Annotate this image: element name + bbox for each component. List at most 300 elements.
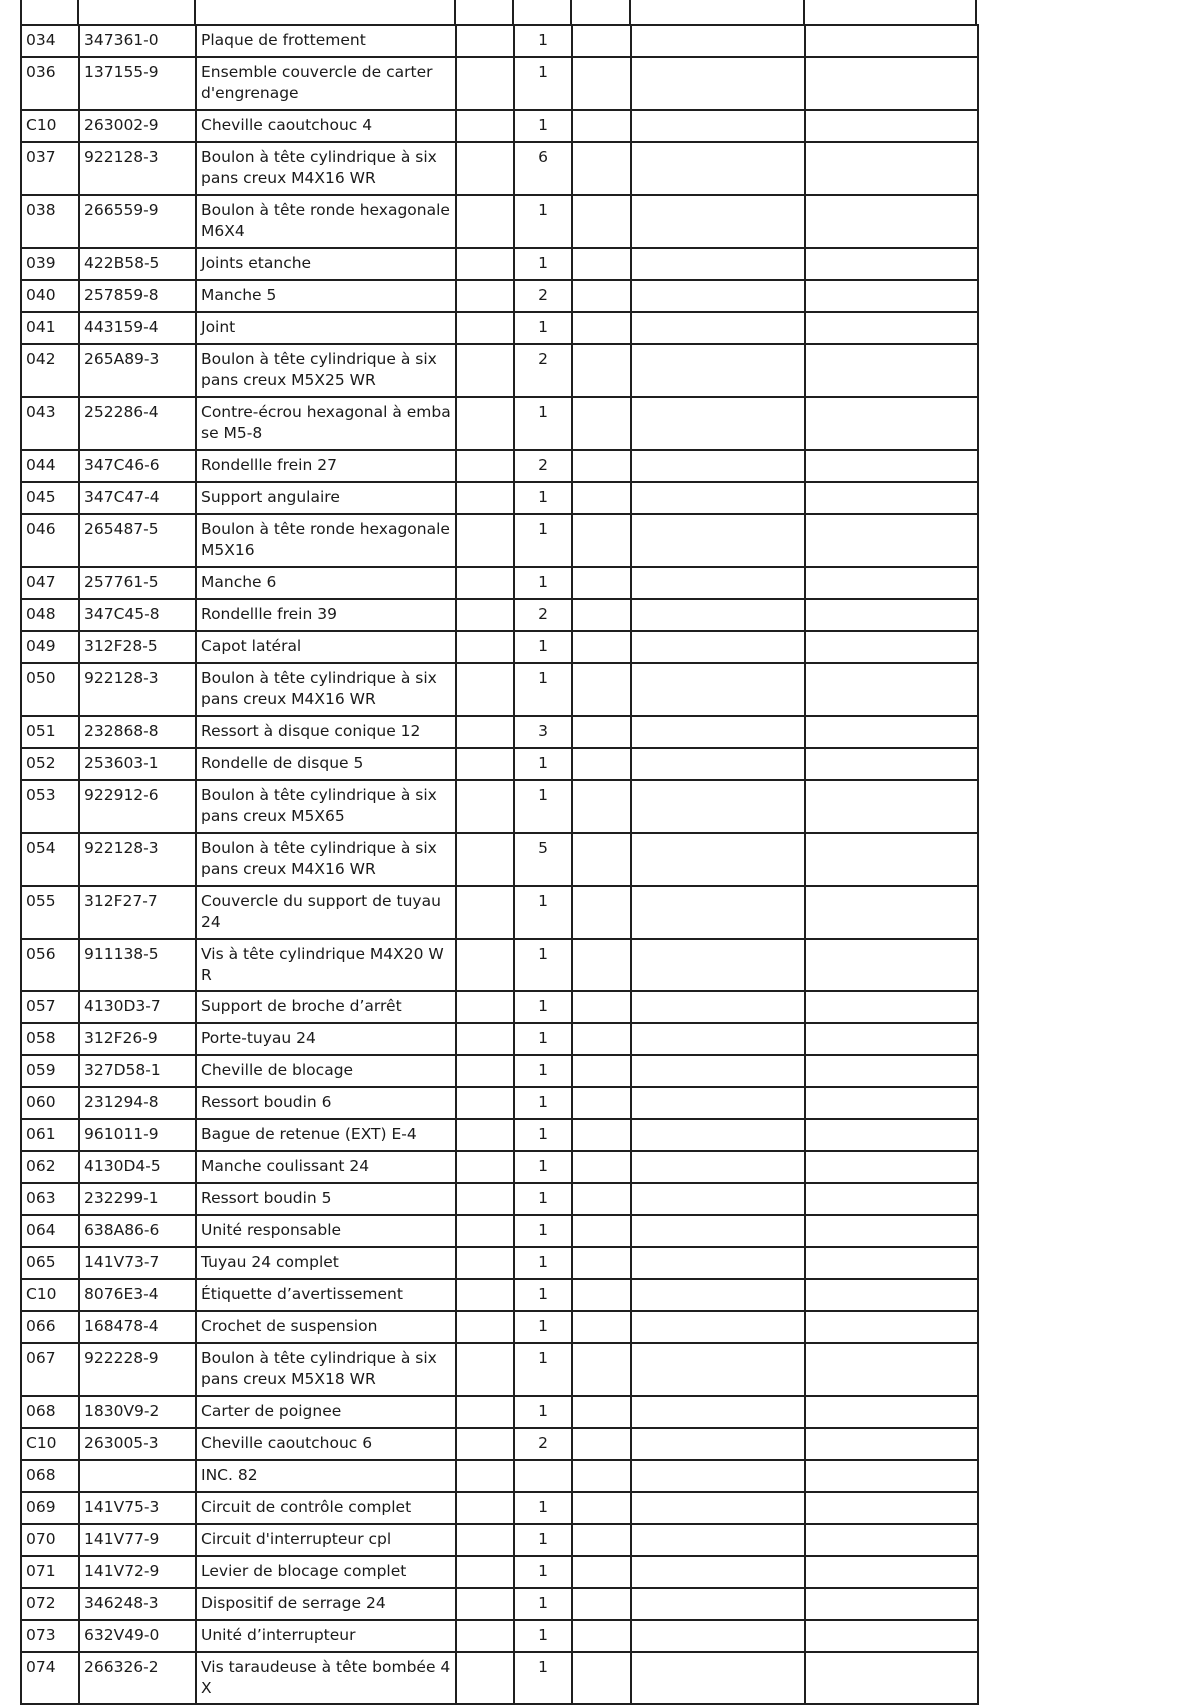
empty-cell <box>631 567 805 599</box>
empty-cell <box>631 450 805 482</box>
empty-cell <box>631 25 805 57</box>
part-number-cell: 232299-1 <box>79 1183 196 1215</box>
empty-cell <box>805 1428 978 1460</box>
part-description-cell: Circuit d'interrupteur cpl <box>196 1524 456 1556</box>
empty-cell <box>456 1183 514 1215</box>
part-number-cell: 141V75-3 <box>79 1492 196 1524</box>
empty-cell <box>572 886 631 939</box>
part-number-cell: 253603-1 <box>79 748 196 780</box>
item-number-cell: 045 <box>21 482 79 514</box>
empty-cell <box>631 1023 805 1055</box>
part-number-cell: 266326-2 <box>79 1652 196 1704</box>
empty-cell <box>456 716 514 748</box>
empty-cell <box>572 1151 631 1183</box>
part-number-cell: 922912-6 <box>79 780 196 833</box>
table-row <box>21 663 978 716</box>
empty-cell <box>456 482 514 514</box>
part-number-cell: 4130D4-5 <box>79 1151 196 1183</box>
table-row <box>21 1119 978 1151</box>
empty-cell <box>805 1460 978 1492</box>
item-number-cell: C10 <box>21 110 79 142</box>
item-number-cell: 049 <box>21 631 79 663</box>
table-row <box>21 57 978 110</box>
part-number-cell: 922128-3 <box>79 833 196 886</box>
quantity-cell: 2 <box>514 280 572 312</box>
empty-cell <box>631 142 805 195</box>
quantity-cell: 1 <box>514 57 572 110</box>
empty-cell <box>805 25 978 57</box>
empty-cell <box>572 280 631 312</box>
item-number-cell: 036 <box>21 57 79 110</box>
part-description-cell: Cheville caoutchouc 4 <box>196 110 456 142</box>
empty-cell <box>456 248 514 280</box>
part-description-cell: Carter de poignee <box>196 1396 456 1428</box>
empty-cell <box>456 1492 514 1524</box>
empty-cell <box>631 748 805 780</box>
item-number-cell: 037 <box>21 142 79 195</box>
item-number-cell: 042 <box>21 344 79 397</box>
part-number-cell <box>79 1460 196 1492</box>
table-row <box>21 748 978 780</box>
empty-cell <box>572 1556 631 1588</box>
part-description-cell: Unité responsable <box>196 1215 456 1247</box>
empty-cell <box>456 280 514 312</box>
empty-cell <box>572 248 631 280</box>
empty-cell <box>456 1396 514 1428</box>
item-number-cell: 068 <box>21 1460 79 1492</box>
empty-cell <box>456 450 514 482</box>
part-number-cell: 327D58-1 <box>79 1055 196 1087</box>
empty-cell <box>572 1311 631 1343</box>
empty-cell <box>805 1524 978 1556</box>
table-row <box>21 344 978 397</box>
item-number-cell: 053 <box>21 780 79 833</box>
empty-cell <box>631 1087 805 1119</box>
part-description-cell: Vis taraudeuse à tête bombée 4X <box>196 1652 456 1704</box>
empty-cell <box>456 991 514 1023</box>
table-row <box>21 939 978 991</box>
part-number-cell: 422B58-5 <box>79 248 196 280</box>
quantity-cell: 5 <box>514 833 572 886</box>
part-description-cell: Contre-écrou hexagonal à embase M5-8 <box>196 397 456 450</box>
item-number-cell: 051 <box>21 716 79 748</box>
item-number-cell: 056 <box>21 939 79 991</box>
empty-cell <box>805 1055 978 1087</box>
quantity-cell: 1 <box>514 1492 572 1524</box>
empty-cell <box>456 631 514 663</box>
part-description-cell: Crochet de suspension <box>196 1311 456 1343</box>
empty-cell <box>805 1151 978 1183</box>
item-number-cell: 064 <box>21 1215 79 1247</box>
table-row <box>21 1311 978 1343</box>
quantity-cell: 1 <box>514 663 572 716</box>
quantity-cell: 2 <box>514 599 572 631</box>
empty-cell <box>456 599 514 631</box>
item-number-cell: 074 <box>21 1652 79 1704</box>
empty-cell <box>805 312 978 344</box>
empty-cell <box>456 25 514 57</box>
quantity-cell: 1 <box>514 482 572 514</box>
empty-cell <box>805 1247 978 1279</box>
empty-cell <box>572 1492 631 1524</box>
empty-cell <box>456 1620 514 1652</box>
item-number-cell: 066 <box>21 1311 79 1343</box>
empty-cell <box>572 833 631 886</box>
quantity-cell: 1 <box>514 1119 572 1151</box>
part-description-cell: Dispositif de serrage 24 <box>196 1588 456 1620</box>
empty-cell <box>456 886 514 939</box>
empty-cell <box>456 1311 514 1343</box>
part-number-cell: 257761-5 <box>79 567 196 599</box>
empty-cell <box>572 1396 631 1428</box>
empty-cell <box>805 599 978 631</box>
empty-cell <box>805 1556 978 1588</box>
quantity-cell: 1 <box>514 248 572 280</box>
part-description-cell: Couvercle du support de tuyau 24 <box>196 886 456 939</box>
empty-cell <box>456 1215 514 1247</box>
empty-cell <box>572 1119 631 1151</box>
empty-cell <box>805 1396 978 1428</box>
empty-cell <box>805 833 978 886</box>
part-description-cell: Support angulaire <box>196 482 456 514</box>
table-row <box>21 1524 978 1556</box>
empty-cell <box>572 663 631 716</box>
part-description-cell: Cheville de blocage <box>196 1055 456 1087</box>
empty-cell <box>572 1652 631 1704</box>
item-number-cell: 070 <box>21 1524 79 1556</box>
empty-cell <box>456 1023 514 1055</box>
part-description-cell: Manche 6 <box>196 567 456 599</box>
empty-cell <box>631 1556 805 1588</box>
empty-cell <box>572 1460 631 1492</box>
part-number-cell: 265A89-3 <box>79 344 196 397</box>
empty-cell <box>456 1087 514 1119</box>
table-row <box>21 1023 978 1055</box>
empty-cell <box>631 1428 805 1460</box>
part-description-cell: Boulon à tête cylindrique à six pans creux M4X16 WR <box>196 833 456 886</box>
empty-cell <box>456 1588 514 1620</box>
quantity-cell: 1 <box>514 939 572 991</box>
empty-cell <box>572 514 631 567</box>
empty-cell <box>631 1652 805 1704</box>
item-number-cell: 043 <box>21 397 79 450</box>
quantity-cell: 1 <box>514 1343 572 1396</box>
empty-cell <box>572 57 631 110</box>
quantity-cell: 1 <box>514 1652 572 1704</box>
empty-cell <box>456 195 514 248</box>
empty-cell <box>805 1023 978 1055</box>
item-number-cell: 047 <box>21 567 79 599</box>
empty-cell <box>456 1524 514 1556</box>
empty-cell <box>572 344 631 397</box>
empty-cell <box>631 599 805 631</box>
table-row <box>21 1652 978 1704</box>
quantity-cell: 1 <box>514 1620 572 1652</box>
empty-cell <box>805 631 978 663</box>
quantity-cell: 1 <box>514 110 572 142</box>
part-description-cell: Boulon à tête ronde hexagonale M6X4 <box>196 195 456 248</box>
empty-cell <box>805 663 978 716</box>
empty-cell <box>456 397 514 450</box>
empty-cell <box>572 450 631 482</box>
part-description-cell: Rondellle frein 39 <box>196 599 456 631</box>
empty-cell <box>631 991 805 1023</box>
part-number-cell: 141V73-7 <box>79 1247 196 1279</box>
empty-cell <box>456 1055 514 1087</box>
empty-cell <box>805 780 978 833</box>
part-number-cell: 312F27-7 <box>79 886 196 939</box>
empty-cell <box>456 1279 514 1311</box>
table-row <box>21 1087 978 1119</box>
quantity-cell: 1 <box>514 1588 572 1620</box>
empty-cell <box>631 1460 805 1492</box>
quantity-cell: 1 <box>514 1055 572 1087</box>
item-number-cell: C10 <box>21 1279 79 1311</box>
item-number-cell: 050 <box>21 663 79 716</box>
item-number-cell: C10 <box>21 1428 79 1460</box>
empty-cell <box>456 1247 514 1279</box>
item-number-cell: 040 <box>21 280 79 312</box>
empty-cell <box>456 344 514 397</box>
quantity-cell <box>514 1460 572 1492</box>
part-number-cell: 312F28-5 <box>79 631 196 663</box>
table-row <box>21 25 978 57</box>
part-description-cell: INC. 82 <box>196 1460 456 1492</box>
quantity-cell: 6 <box>514 142 572 195</box>
table-row <box>21 514 978 567</box>
empty-cell <box>456 780 514 833</box>
empty-cell <box>631 110 805 142</box>
quantity-cell: 1 <box>514 1087 572 1119</box>
quantity-cell: 1 <box>514 1023 572 1055</box>
part-description-cell: Boulon à tête cylindrique à six pans creux M4X16 WR <box>196 663 456 716</box>
item-number-cell: 039 <box>21 248 79 280</box>
quantity-cell: 1 <box>514 195 572 248</box>
empty-cell <box>572 1215 631 1247</box>
empty-cell <box>456 748 514 780</box>
part-number-cell: 141V77-9 <box>79 1524 196 1556</box>
part-description-cell: Boulon à tête cylindrique à six pans creux M4X16 WR <box>196 142 456 195</box>
empty-cell <box>631 482 805 514</box>
table-row <box>21 397 978 450</box>
table-row <box>21 280 978 312</box>
part-number-cell: 347C46-6 <box>79 450 196 482</box>
part-number-cell: 346248-3 <box>79 1588 196 1620</box>
table-row <box>21 1055 978 1087</box>
part-description-cell: Boulon à tête cylindrique à six pans creux M5X65 <box>196 780 456 833</box>
empty-cell <box>805 1343 978 1396</box>
empty-cell <box>456 939 514 991</box>
empty-cell <box>631 1311 805 1343</box>
quantity-cell: 1 <box>514 1311 572 1343</box>
quantity-cell: 2 <box>514 450 572 482</box>
empty-cell <box>572 25 631 57</box>
table-row <box>21 1183 978 1215</box>
part-number-cell: 231294-8 <box>79 1087 196 1119</box>
quantity-cell: 1 <box>514 780 572 833</box>
empty-cell <box>456 1652 514 1704</box>
empty-cell <box>631 939 805 991</box>
empty-cell <box>572 780 631 833</box>
empty-cell <box>456 1119 514 1151</box>
table-row <box>21 195 978 248</box>
empty-cell <box>631 1215 805 1247</box>
part-number-cell: 638A86-6 <box>79 1215 196 1247</box>
part-description-cell: Capot latéral <box>196 631 456 663</box>
empty-cell <box>572 1087 631 1119</box>
part-number-cell: 312F26-9 <box>79 1023 196 1055</box>
item-number-cell: 067 <box>21 1343 79 1396</box>
table-row <box>21 248 978 280</box>
empty-cell <box>805 450 978 482</box>
part-description-cell: Levier de blocage complet <box>196 1556 456 1588</box>
table-row <box>21 1428 978 1460</box>
empty-cell <box>456 57 514 110</box>
empty-cell <box>572 1183 631 1215</box>
empty-cell <box>456 1428 514 1460</box>
empty-cell <box>805 1620 978 1652</box>
part-description-cell: Boulon à tête ronde hexagonale M5X16 <box>196 514 456 567</box>
part-number-cell: 263005-3 <box>79 1428 196 1460</box>
empty-cell <box>631 1588 805 1620</box>
empty-cell <box>572 110 631 142</box>
empty-cell <box>805 1652 978 1704</box>
empty-cell <box>631 248 805 280</box>
part-number-cell: 347C47-4 <box>79 482 196 514</box>
empty-cell <box>631 1247 805 1279</box>
part-number-cell: 347C45-8 <box>79 599 196 631</box>
item-number-cell: 057 <box>21 991 79 1023</box>
empty-cell <box>631 886 805 939</box>
empty-cell <box>631 1183 805 1215</box>
empty-cell <box>572 599 631 631</box>
item-number-cell: 058 <box>21 1023 79 1055</box>
empty-cell <box>572 1247 631 1279</box>
part-description-cell: Rondellle frein 27 <box>196 450 456 482</box>
quantity-cell: 1 <box>514 397 572 450</box>
empty-cell <box>631 663 805 716</box>
empty-cell <box>631 1396 805 1428</box>
empty-cell <box>805 1279 978 1311</box>
empty-cell <box>572 1620 631 1652</box>
empty-cell <box>572 1343 631 1396</box>
part-number-cell: 266559-9 <box>79 195 196 248</box>
part-number-cell: 632V49-0 <box>79 1620 196 1652</box>
table-row <box>21 1492 978 1524</box>
empty-cell <box>805 344 978 397</box>
item-number-cell: 071 <box>21 1556 79 1588</box>
part-description-cell: Porte-tuyau 24 <box>196 1023 456 1055</box>
table-row <box>21 780 978 833</box>
empty-cell <box>572 567 631 599</box>
item-number-cell: 055 <box>21 886 79 939</box>
table-row <box>21 1247 978 1279</box>
empty-cell <box>572 991 631 1023</box>
empty-cell <box>805 142 978 195</box>
part-description-cell: Manche 5 <box>196 280 456 312</box>
quantity-cell: 1 <box>514 25 572 57</box>
empty-cell <box>631 1492 805 1524</box>
empty-cell <box>572 1023 631 1055</box>
table-row <box>21 1556 978 1588</box>
table-row <box>21 110 978 142</box>
table-row <box>21 1588 978 1620</box>
empty-cell <box>631 1620 805 1652</box>
part-number-cell: 4130D3-7 <box>79 991 196 1023</box>
quantity-cell: 1 <box>514 514 572 567</box>
empty-cell <box>805 280 978 312</box>
part-description-cell: Manche coulissant 24 <box>196 1151 456 1183</box>
quantity-cell: 1 <box>514 1279 572 1311</box>
part-description-cell: Joints etanche <box>196 248 456 280</box>
table-row <box>21 1620 978 1652</box>
empty-cell <box>805 1311 978 1343</box>
empty-cell <box>631 344 805 397</box>
empty-cell <box>805 748 978 780</box>
empty-cell <box>631 280 805 312</box>
item-number-cell: 073 <box>21 1620 79 1652</box>
quantity-cell: 2 <box>514 1428 572 1460</box>
part-description-cell: Boulon à tête cylindrique à six pans creux M5X18 WR <box>196 1343 456 1396</box>
empty-cell <box>456 1151 514 1183</box>
table-row <box>21 833 978 886</box>
quantity-cell: 1 <box>514 886 572 939</box>
item-number-cell: 072 <box>21 1588 79 1620</box>
item-number-cell: 052 <box>21 748 79 780</box>
table-row <box>21 716 978 748</box>
part-description-cell: Ressort à disque conique 12 <box>196 716 456 748</box>
empty-cell <box>456 833 514 886</box>
part-number-cell: 911138-5 <box>79 939 196 991</box>
quantity-cell: 1 <box>514 1396 572 1428</box>
item-number-cell: 065 <box>21 1247 79 1279</box>
empty-cell <box>805 716 978 748</box>
empty-cell <box>805 991 978 1023</box>
quantity-cell: 1 <box>514 1215 572 1247</box>
item-number-cell: 041 <box>21 312 79 344</box>
quantity-cell: 1 <box>514 1524 572 1556</box>
empty-cell <box>805 567 978 599</box>
part-description-cell: Tuyau 24 complet <box>196 1247 456 1279</box>
item-number-cell: 048 <box>21 599 79 631</box>
empty-cell <box>805 1588 978 1620</box>
table-row <box>21 886 978 939</box>
part-number-cell: 265487-5 <box>79 514 196 567</box>
table-row <box>21 1396 978 1428</box>
quantity-cell: 1 <box>514 1151 572 1183</box>
empty-cell <box>631 631 805 663</box>
item-number-cell: 038 <box>21 195 79 248</box>
empty-cell <box>805 57 978 110</box>
part-number-cell: 922128-3 <box>79 142 196 195</box>
empty-cell <box>572 716 631 748</box>
item-number-cell: 034 <box>21 25 79 57</box>
table-row <box>21 312 978 344</box>
part-number-cell: 137155-9 <box>79 57 196 110</box>
empty-cell <box>631 1119 805 1151</box>
table-row <box>21 599 978 631</box>
part-number-cell: 168478-4 <box>79 1311 196 1343</box>
part-number-cell: 8076E3-4 <box>79 1279 196 1311</box>
empty-cell <box>631 1151 805 1183</box>
empty-cell <box>805 248 978 280</box>
table-row <box>21 991 978 1023</box>
empty-cell <box>631 57 805 110</box>
empty-cell <box>572 1524 631 1556</box>
empty-cell <box>631 1279 805 1311</box>
item-number-cell: 059 <box>21 1055 79 1087</box>
part-description-cell: Support de broche d’arrêt <box>196 991 456 1023</box>
